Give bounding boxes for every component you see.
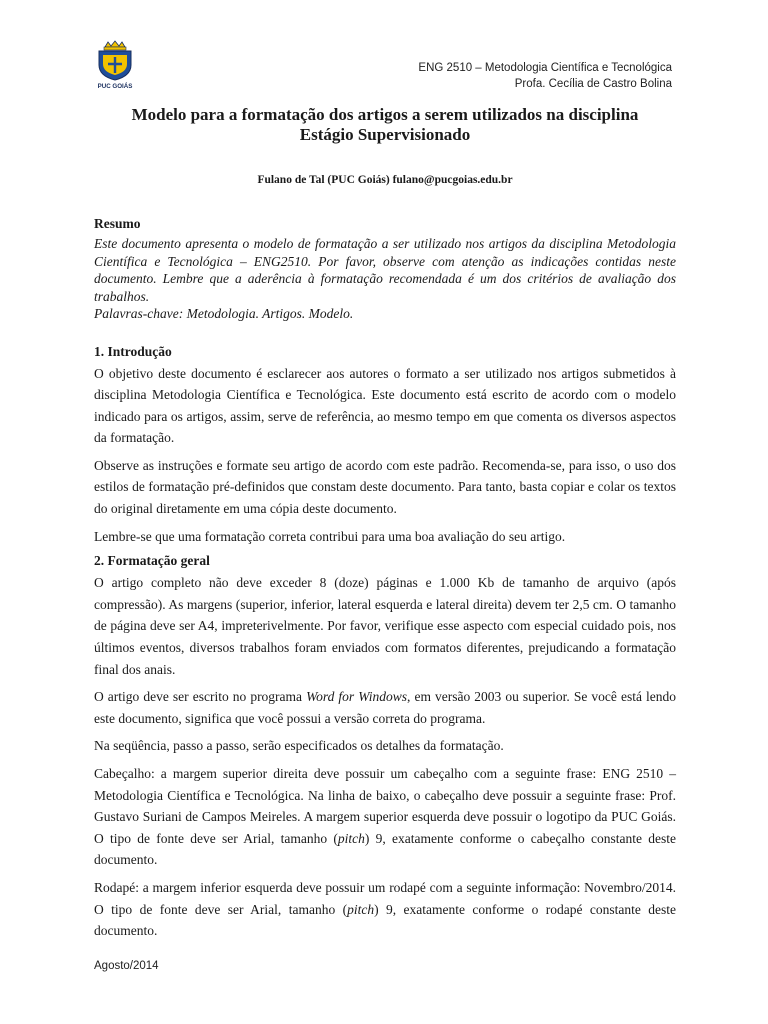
text-run: O artigo deve ser escrito no programa <box>94 689 307 705</box>
text-run: Rodapé: a margem inferior esquerda deve possuir um rodapé com a seguinte informação: Novembro/2014. O tipo de fonte deve ser Arial, tamanho ( <box>94 879 676 917</box>
footer-date: Agosto/2014 <box>94 960 159 972</box>
document-body <box>94 105 676 948</box>
author-line: Fulano de Tal (PUC Goiás) fulano@pucgoias.edu.br <box>257 174 513 186</box>
section-2-paragraph <box>94 877 676 942</box>
section-2-paragraph: Na seqüência, passo a passo, serão especificados os detalhes da formatação. <box>94 738 504 754</box>
italic-run: pitch <box>347 901 375 917</box>
section-2-paragraph <box>94 686 676 729</box>
title-line-2: Estágio Supervisionado <box>299 125 471 144</box>
title-line-1: Modelo para a formatação dos artigos a serem utilizados na disciplina <box>131 105 639 124</box>
document-title <box>94 105 676 145</box>
logo-text: PUC GOIÁS <box>97 83 133 90</box>
text-run: , em versão 2003 ou superior. Se você está lendo este documento, significa que você possui a versão correta do programa. <box>94 689 676 726</box>
section-1-paragraph: Lembre-se que uma formatação correta contribui para uma boa avaliação do seu artigo. <box>94 528 566 544</box>
puc-goias-logo <box>94 40 136 90</box>
header-professor: Profa. Cecília de Castro Bolina <box>514 78 672 90</box>
header-info <box>418 60 672 92</box>
section-1-paragraph: O objetivo deste documento é esclarecer aos autores o formato a ser utilizado nos artigos submetidos à disciplina Metodologia Científica e Tecnológica. Este documento está escrito de acordo com o modelo indicado para os artigos, assim, serve de referência, ao mesmo tempo em que comenta os diversos aspectos da formatação. <box>94 365 676 446</box>
header-course: ENG 2510 – Metodologia Científica e Tecnológica <box>418 62 672 74</box>
italic-run: Word for Windows <box>306 689 408 705</box>
section-1-heading: 1. Introdução <box>94 343 172 359</box>
text-run: ) 9, exatamente conforme o rodapé constante deste documento. <box>94 901 676 939</box>
keywords: Palavras-chave: Metodologia. Artigos. Modelo. <box>94 306 354 321</box>
section-1-paragraph: Observe as instruções e formate seu artigo de acordo com este padrão. Recomenda-se, para isso, o uso dos estilos de formatação pré-definidos que constam deste documento. Para tanto, basta copiar e colar os textos do original diretamente em uma cópia deste documento. <box>94 457 676 517</box>
section-2-paragraph <box>94 763 676 871</box>
section-2-heading: 2. Formatação geral <box>94 553 210 569</box>
abstract-heading: Resumo <box>94 216 141 231</box>
italic-run: pitch <box>337 830 365 846</box>
abstract-text: Este documento apresenta o modelo de formatação a ser utilizado nos artigos da disciplina Metodologia Científica e Tecnológica – ENG2510. Por favor, observe com atenção as indicações contidas neste documento. Lembre que a aderência à formatação recomendada é um dos critérios de avaliação dos trabalhos. <box>94 236 676 304</box>
section-2-paragraph: O artigo completo não deve exceder 8 (doze) páginas e 1.000 Kb de tamanho de arquivo (após compressão). As margens (superior, inferior, lateral esquerda e lateral direita) devem ter 2,5 cm. O tamanho de página deve ser A4, impreterivelmente. Por favor, verifique esse aspecto com especial cuidado pois, nos últimos eventos, diversos trabalhos foram enviados com formatos diferentes, prejudicando a formatação final dos anais. <box>94 575 676 677</box>
text-run: Cabeçalho: a margem superior direita deve possuir um cabeçalho com a seguinte frase: ENG 2510 – Metodologia Científica e Tecnológica. Na linha de baixo, o cabeçalho deve possuir a seguinte frase: Prof. Gustavo Suriani de Campos Meireles. A margem superior esquerda deve possuir o logotipo da PUC Goiás. O tipo de fonte deve ser Arial, tamanho ( <box>94 766 676 846</box>
text-run: ) 9, exatamente conforme o cabeçalho constante deste documento. <box>94 830 676 868</box>
